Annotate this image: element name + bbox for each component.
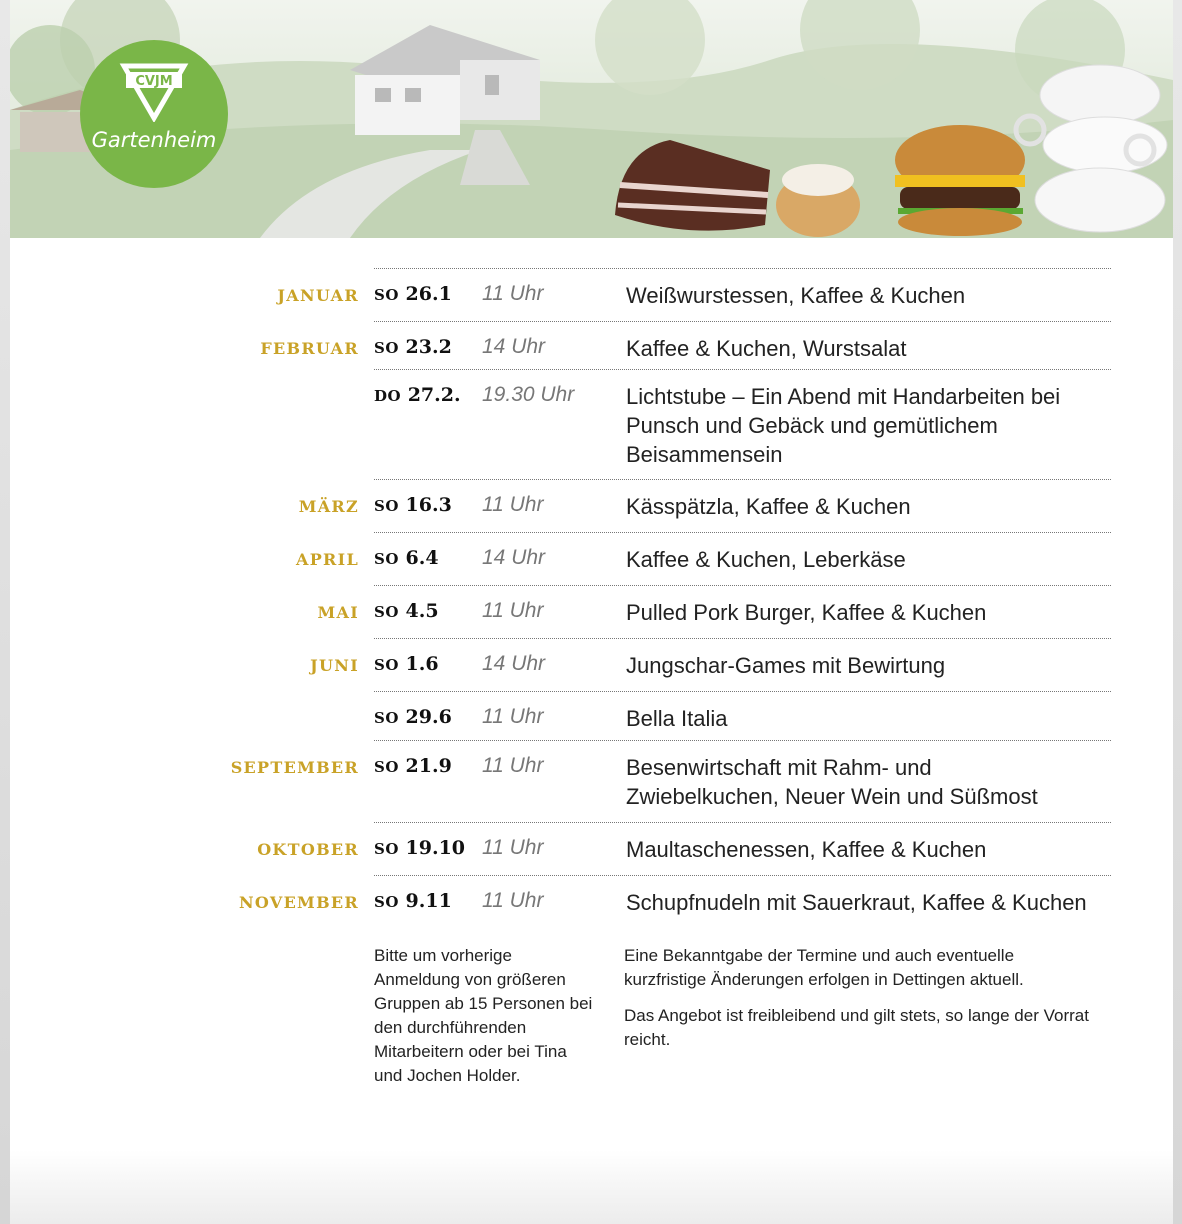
event-row bbox=[374, 691, 1111, 740]
availability-text: Das Angebot ist freibleibend und gilt stets, so lange der Vorrat reicht. bbox=[624, 1006, 1089, 1049]
event-time: 11 Uhr bbox=[482, 889, 544, 912]
event-time: 14 Uhr bbox=[482, 335, 546, 358]
event-description: Bella Italia bbox=[626, 706, 728, 731]
announcement-note bbox=[624, 944, 1094, 1064]
month-label: OKTOBER bbox=[257, 840, 359, 859]
event-time: 11 Uhr bbox=[482, 754, 544, 777]
event-date: SO 9.11 bbox=[374, 890, 452, 912]
month-label: JANUAR bbox=[277, 286, 359, 305]
event-row bbox=[296, 532, 1111, 585]
month-label: FEBRUAR bbox=[260, 339, 359, 358]
event-time: 14 Uhr bbox=[482, 652, 546, 675]
event-date: SO 1.6 bbox=[374, 653, 439, 675]
event-description: Lichtstube – Ein Abend mit Handarbeiten bei Punsch und Gebäck und gemütlichem Beisammensein bbox=[626, 384, 1061, 467]
event-date: SO 29.6 bbox=[374, 706, 452, 728]
event-date: SO 16.3 bbox=[374, 494, 452, 516]
header-photo bbox=[10, 0, 1173, 238]
event-time: 11 Uhr bbox=[482, 705, 544, 728]
month-label: NOVEMBER bbox=[238, 893, 359, 912]
event-description: Kässpätzla, Kaffee & Kuchen bbox=[626, 494, 911, 519]
event-row bbox=[260, 321, 1111, 369]
flyer-page bbox=[10, 0, 1173, 1224]
event-time: 11 Uhr bbox=[482, 493, 544, 516]
event-description: Kaffee & Kuchen, Leberkäse bbox=[626, 547, 906, 572]
event-description: Pulled Pork Burger, Kaffee & Kuchen bbox=[626, 600, 987, 625]
event-row bbox=[310, 638, 1111, 691]
event-description: Kaffee & Kuchen, Wurstsalat bbox=[626, 336, 907, 361]
event-row bbox=[374, 369, 1111, 479]
event-date: SO 4.5 bbox=[374, 600, 439, 622]
registration-note: Bitte um vorherige Anmeldung von größeren Gruppen ab 15 Personen bei den durchführenden Mitarbeitern oder bei Tina und Jochen Holder. bbox=[374, 946, 593, 1085]
event-date: SO 26.1 bbox=[374, 283, 452, 305]
schedule-table bbox=[10, 268, 1173, 928]
event-date: SO 19.10 bbox=[374, 837, 466, 859]
cvjm-logo bbox=[80, 40, 228, 188]
event-time: 11 Uhr bbox=[482, 836, 544, 859]
cvjm-triangle-icon bbox=[118, 62, 190, 122]
event-description: Maultaschenessen, Kaffee & Kuchen bbox=[626, 837, 987, 862]
event-row bbox=[298, 479, 1111, 532]
event-description: Weißwurstessen, Kaffee & Kuchen bbox=[626, 283, 966, 308]
month-label: MAI bbox=[317, 603, 359, 622]
event-description: Besenwirtschaft mit Rahm- und Zwiebelkuchen, Neuer Wein und Süßmost bbox=[626, 755, 1038, 809]
event-row bbox=[257, 822, 1111, 875]
event-time: 19.30 Uhr bbox=[482, 383, 575, 406]
logo-text: Gartenheim bbox=[91, 128, 217, 152]
month-label: MÄRZ bbox=[298, 497, 359, 516]
event-description: Schupfnudeln mit Sauerkraut, Kaffee & Kuchen bbox=[626, 890, 1087, 915]
event-row bbox=[238, 875, 1111, 928]
event-time: 11 Uhr bbox=[482, 599, 544, 622]
event-row bbox=[317, 585, 1111, 638]
event-date: DO 27.2. bbox=[374, 384, 461, 406]
event-time: 11 Uhr bbox=[482, 282, 544, 305]
month-label: JUNI bbox=[310, 656, 359, 675]
announcement-text: Eine Bekanntgabe der Termine und auch eventuelle kurzfristige Änderungen erfolgen in Dettingen aktuell. bbox=[624, 946, 1024, 989]
month-label: APRIL bbox=[296, 550, 359, 569]
event-date: SO 6.4 bbox=[374, 547, 439, 569]
month-label: SEPTEMBER bbox=[230, 758, 359, 777]
logo-brand: CVJM bbox=[135, 74, 173, 89]
event-date: SO 21.9 bbox=[374, 755, 452, 777]
event-date: SO 23.2 bbox=[374, 336, 452, 358]
event-row bbox=[277, 268, 1111, 321]
event-row bbox=[230, 740, 1111, 822]
event-time: 14 Uhr bbox=[482, 546, 546, 569]
event-description: Jungschar-Games mit Bewirtung bbox=[626, 653, 946, 678]
